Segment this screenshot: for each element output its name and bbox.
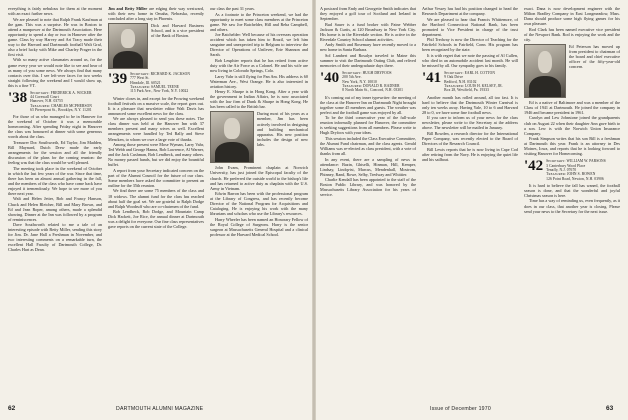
paragraph: Walt and Helen Jetter, Bob and Francy Hanson, Chuck and Helen Bleicher, Bill and Mary Brown, and Ed and Jean Roper, among others, made a splendid showing. Dinner at the Inn was followed by a program of reminiscences. [8, 196, 102, 222]
paragraph: The meeting took place in the weekend of October in which the last few years of the war. Since that time, there has been an almost annual gathering in the fall, and the members of the class who have come back have enjoyed it tremendously. We hope to see more of you there next year. [8, 165, 102, 196]
paragraph: Bob Leuphier reports that he has retired from active duty with the Air Force as a Colonel. He and his wife are now living in Colorado Springs, Colo. [210, 57, 308, 74]
paragraph: Charlie Kendall has been appointed to the staff of the Boston Public Library, and was honored by the Massachusetts Library Association for his years of service. [320, 177, 416, 198]
portrait-photo [524, 44, 566, 98]
right-column-2 [422, 6, 518, 402]
paragraph: Bill Lewis reports that he is now living in Cape Cod after retiring from the Navy. He is enjoying the quiet life and his sailboat. [422, 146, 518, 162]
paragraph: We are always pleased to send you these notes. The class dinner was held at the Hanover Inn with 37 members present and many wives as well. Excellent arrangements were handled by Ted Rally and Steve Mencken, to whom we owe a large vote of thanks. [108, 116, 204, 142]
left-column-3 [210, 6, 308, 402]
paragraph: John Evans, Prominent chaplain at Norwich University, has just joined the Episcopal faculty of the church. He preferred the outside world to the bishop's life and has returned to active duty as chaplain with the U.S. Army in Vietnam. [210, 165, 308, 191]
secretary-name: Secretary: HUGH DRYFOOS [342, 71, 392, 76]
paragraph: We are pleased to hear that Francis Whittemore, of the Hartford Connecticut National Bank, has been promoted to Vice President in charge of the trust department. [422, 16, 518, 37]
photo-block [108, 23, 204, 69]
paragraph: A postcard from Endy and Georgette Smith indicates that they enjoyed a golf tour of Scotland and Ireland in September. [320, 6, 416, 22]
secretary-address: Hinsdale, Ill. 60521 [130, 80, 161, 85]
paragraph: To be the third consecutive year of the full-scale reunion informally planned for Hanover, the committee is seeking suggestions from all members. Please write to Hugh Dryfoos with your ideas. [320, 115, 416, 136]
paragraph: Phil Tredway is now the Director of Teaching for the Fairfield Schools in Fairfield, Conn. His program has been recognized by the state. [422, 37, 518, 53]
treasurer-name: Treasurer: CHARLES MCPHERSON [30, 103, 92, 108]
page-number: 63 [606, 405, 614, 412]
paragraph: Among those present were Mose Wyman, Larry Vahr, Ted Webb and George Hanna, Bob Lawrence, Al Warner, and the Jack Cushman, Bob Lendbeck, and many others. No money passed hands, but we did enjoy the bountiful buffet. [108, 142, 204, 168]
paragraph: Another month has rolled around, all too fast. It is hard to believe that the Dartmouth Winter Carnival is only ten weeks away. Having Yale, 10 to 6 and Harvard 28 to 0, we have some fine football news. [422, 94, 518, 115]
secretary-address: 9 Oak Drive [444, 75, 464, 80]
class-year: '42 [524, 158, 544, 175]
photo-caption: During most of his years as a member, Jim has been actively involved in designing and building mechanical apparatus. His new position includes the design of new labs. [257, 111, 308, 147]
class-year: '41 [422, 70, 442, 87]
treasurer-address: 65 Pierrepont St., Brooklyn, N.Y. 11201 [30, 107, 92, 112]
class-officers [30, 91, 92, 112]
class-heading [108, 72, 204, 93]
class-year: '39 [108, 71, 128, 88]
right-column-3 [524, 6, 620, 402]
paragraph: Joe Batchelder: Well because of his overseas operation accident which has taken him to Brazil, we left him sanguine and unexpected trip to Belgium to interview the Director of Operations of Unilever, Erie Shannon and Sarah. [210, 32, 308, 58]
secretary-name: Secretary: RICHARD K. JACKSON [130, 72, 191, 77]
class-officers [342, 71, 403, 92]
treasurer-address: 115 Park Ave., New York, N.Y. 10022 [130, 89, 189, 94]
paragraph: Ed is a native of Baltimore and was a member of the Class of 1941 at Dartmouth. He joined the company in 1946 and became president in 1961. [524, 99, 620, 115]
secretary-address: Hanover, N.H. 03755 [30, 99, 63, 104]
paragraph: Winter closes in, and except for the Prowing weekend football festivals on a massive scale, the report goes out. It is a pleasure that newsletter editor Walt Davis has announced some excellent news for the class. [108, 95, 204, 116]
secretary-address: 200 5th Ave. [342, 75, 362, 80]
paragraph: everything is fairly nebulous for them at the moment with an exact further news. [8, 6, 102, 17]
paragraph: This session included the Class Executive Committee, the Alumni Fund chairman, and the class agents. Gerald Williams was re-elected as class president, with a vote of thanks from all. [320, 135, 416, 157]
page-footer: DARTMOUTH ALUMNI MAGAZINE [116, 406, 204, 412]
secretary-address: New York, N.Y. 10010 [342, 79, 377, 84]
paragraph: Andy Smith and Rosemary have recently moved to a new home in Santa Barbara. [320, 42, 416, 53]
left-column-1 [8, 6, 102, 402]
page-footer: Issue of December 1970 [430, 406, 491, 412]
class-heading [8, 91, 102, 112]
class-officers [546, 159, 606, 180]
photo-caption: Dick and Harvard Business School, and is a vice president of the Bank of Boston. [151, 23, 204, 39]
secretary-address: 777 West St. [130, 76, 150, 81]
photo-caption: Ed Peterson has moved up from president to chairman of the board and chief executive officer of the fifty-year-old concern. [569, 43, 620, 70]
paragraph: our class the past 31 years. [210, 6, 255, 11]
paragraph [108, 6, 204, 21]
page-gutter [312, 0, 316, 420]
paragraph: With so many active classmates around us, for the game every year we would note like to see and hear of as many of you some news. We always find that many contacts over this. I see left-over faces for two weeks straight following the weekend and I would show up, this is a fine VT. [8, 57, 102, 88]
paragraph: Rod Clark has been named executive vice president of the Newport Bank. Rod is enjoying the work and the city. [524, 26, 620, 42]
paragraph: Dave Southworth related to me a tale of an interesting episode with Betty Miller, sending this story for Jim. Dr. Jane Hall a Freshman in November, and two interesting comments on a remarkable turn, the excellent Hall Faculty of Dartmouth College, Dr. Charles Hart as Dean. [8, 222, 102, 253]
paragraph: Treasurer Doc Southworth, Ed Taylor, Jim Madden, Bill Maynard, Dutch Drew made the early arrangements for the session and all the friendly discussion of the plans for the coming reunion: the feeling was that the class would be well pleased. [8, 139, 102, 166]
paragraph-text: are edging their way westward, with their new home in Omaha, Nebraska, recently concluded after a long stay in Phoenix. [108, 6, 204, 22]
class-officers [444, 71, 503, 92]
secretary-name: Secretary: WILLIAM W. PARSONS [546, 159, 606, 164]
paragraph: We are pleased to note that Ralph Frank Kaufman at the gam. This was a surprise. He was in Boston to attend a manpower at the Dartmouth Association. Here opportunity to spend a day or two in Hanover after the game. Class by way Harvey and Art Tracy made their way to the Harvard and Dartmouth football Walt Graf, also a brief lucky with Mike and Charley Prager in the first visit. [8, 16, 102, 57]
paragraph: As a footnote to the Princeton weekend, we had the opportunity to meet some class members at the Princeton game. We saw Joe Batchelder, Hill and Reba Campbell, and others. [210, 11, 308, 32]
paragraph: exact. Dana is now development engineer with the Milton Bradley Company in East Longmeadow, Mass. Dana should produce some high flying games for his own pleasure. [524, 6, 620, 27]
class-year: '40 [320, 70, 340, 87]
class-heading [422, 71, 518, 92]
paragraph: Bud Sauer is a fund broker with Paine Webber Jackson & Curtis, at 120 Broadway in New York City. His home is in the Riverdale section. He is active in the Riverdale Country School alumni activities. [320, 21, 416, 42]
paragraph: Frank Simpson writes that his son Bill is a freshman at Dartmouth this year. Frank is an attorney in Des Moines, Iowa, and reports that he is looking forward to visiting Hanover for Homecoming. [524, 136, 620, 157]
secretary-address: Bedford, N.H. 03102 [444, 79, 477, 84]
treasurer-name: Treasurer: JOHN S. BOWEN [546, 172, 596, 177]
photo-block [524, 44, 620, 98]
paragraph: Carolyn and Lew Johnstone joined the grandparents club on August 22 when their daughter Ann gave birth to a son. Lew is with the Norwich Union Insurance Company. [524, 115, 620, 136]
class-heading [524, 159, 620, 180]
portrait-photo [210, 111, 254, 163]
paragraph: It's coming out of my inner typewriter: the meeting of the class at the Hanover Inn on Dartmouth Night brought together some 45 members and guests. The weather was perfect and the football game was enjoyed by all. [320, 94, 416, 115]
paragraph: Bill Bowden, a research director for the International Paper Company, was recently elected to the Board of Directors of the Research Council. [422, 130, 518, 146]
treasurer-address: Box 28, Westfield, Pa. 19333 [444, 88, 490, 93]
page-number: 62 [8, 405, 16, 412]
secretary-name: Secretary: FREDERICK A. WICKER [30, 90, 92, 95]
paragraph: If you care to inform us of your news for the class newsletter, please write to the Secretary at the address above. The newsletter will be mailed in January. [422, 115, 518, 131]
paragraph: Henry E. Sharpe is in Hong Kong. After a year with the government in Indian Affairs, he is now associated with the law firm of Dunk & Sharpe in Hong Kong. He has been called to the British bar. [210, 89, 308, 110]
class-heading [320, 71, 416, 92]
treasurer-name: Treasurer: LOUIS H. KELSEY, JR. [444, 83, 503, 88]
paragraph: Harry Wheeler has been named an Honorary Fellow of the Royal College of Surgeons. Harry is the senior surgeon at Massachusetts General Hospital and a clinical professor at the Harvard Medical School. [210, 216, 308, 238]
paragraph: Time has a way of reminding us, even frequently, as it does in our class, that another year is closing. Please send your news to the Secretary for the next issue. [524, 198, 620, 214]
paragraph: In any event, there are a sampling of news in attendance: Bazin, Ghiselli, Hinman, Hill, Kemper, Lindsay, Lindqvist, Marcus, Mendenhall, Mostrom, Phinney, Rand, Rowe, Selby, Tredway and Whittier. [320, 156, 416, 177]
treasurer-name: Treasurer: SAMUEL TEENE [130, 85, 180, 90]
right-column-1 [320, 6, 416, 402]
treasurer-name: Treasurer: DONALD R. RADNER [342, 83, 400, 88]
class-officers [130, 72, 190, 93]
secretary-address: Tenafly, N.J. 07670 [546, 167, 577, 172]
paragraph: Sol Lambert and Rosalyn traveled to Maine this summer to visit the Dartmouth Outing Club, and relived memories of their undergraduate days there. [320, 52, 416, 69]
paragraph: We find there are some 75 members of the class and 18 widows. The alumni fund for the class has reached about half the goal set. We are grateful to Ralph Dodge and Ralph Woodruff who are co-chairmen of the fund. [108, 188, 204, 209]
paragraph: A report from your Secretary indicated concern on the part of the Alumni Council for the future of our class. Some members have asked the committee to present an outline for the 35th reunion. [108, 167, 204, 188]
paragraph: Bob Lendbeck, Bob Dodge, and Mountain Camp Dick Hackett, Joe Rice, the annual dinner at Dartmouth was a delight for everyone. Our fine class representatives gave reports on the current state of the College. [108, 209, 204, 230]
paragraph: Edwin Barron has been with the professional program at the Library of Congress, and has recently become Director of the National Program for Acquisitions and Cataloging. He is enjoying his work with the many librarians and scholars who use the Library's resources. [210, 191, 308, 217]
treasurer-address: 8 North Main St., Concord, N.H. 03301 [342, 88, 404, 93]
paragraph: It is hard to believe the fall has waned, the football season is done, and that the wonderful and joyful Christmas season is here. [524, 182, 620, 198]
left-column-2 [108, 6, 204, 402]
treasurer-address: 126 Point Road, Newton, N.H. 03906 [546, 176, 604, 181]
secretary-name: Secretary: EARL H. COTTON [444, 71, 496, 76]
person-name: Jim and Betty Miller [108, 6, 148, 11]
class-year: '38 [8, 89, 28, 106]
secretary-address: 3 Canterbury Wood Place [546, 163, 586, 168]
paragraph: For those of us who managed to be in Hanover for the weekend of October it was a memorable homecoming. After spending Friday night in Hanover the class was honoured at dinner with some generous words about the class. [8, 114, 102, 140]
portrait-photo [108, 23, 148, 69]
paragraph: It is with regret that we note the passing of Al Cullen, who died in an automobile accident last month. He will be missed by all. Our sympathy goes to his family. [422, 52, 518, 69]
paragraph: Arthur Vessey has had his position changed to head the Research Department at the company. [422, 6, 518, 17]
secretary-address: 44 Cornwall Court [30, 95, 59, 100]
paragraph: Larry Vahr is still flying for Pan Am. His address is 60 Waterman Ave., West Orange. He is also interested in aviation history. [210, 73, 308, 89]
photo-block [210, 111, 308, 163]
